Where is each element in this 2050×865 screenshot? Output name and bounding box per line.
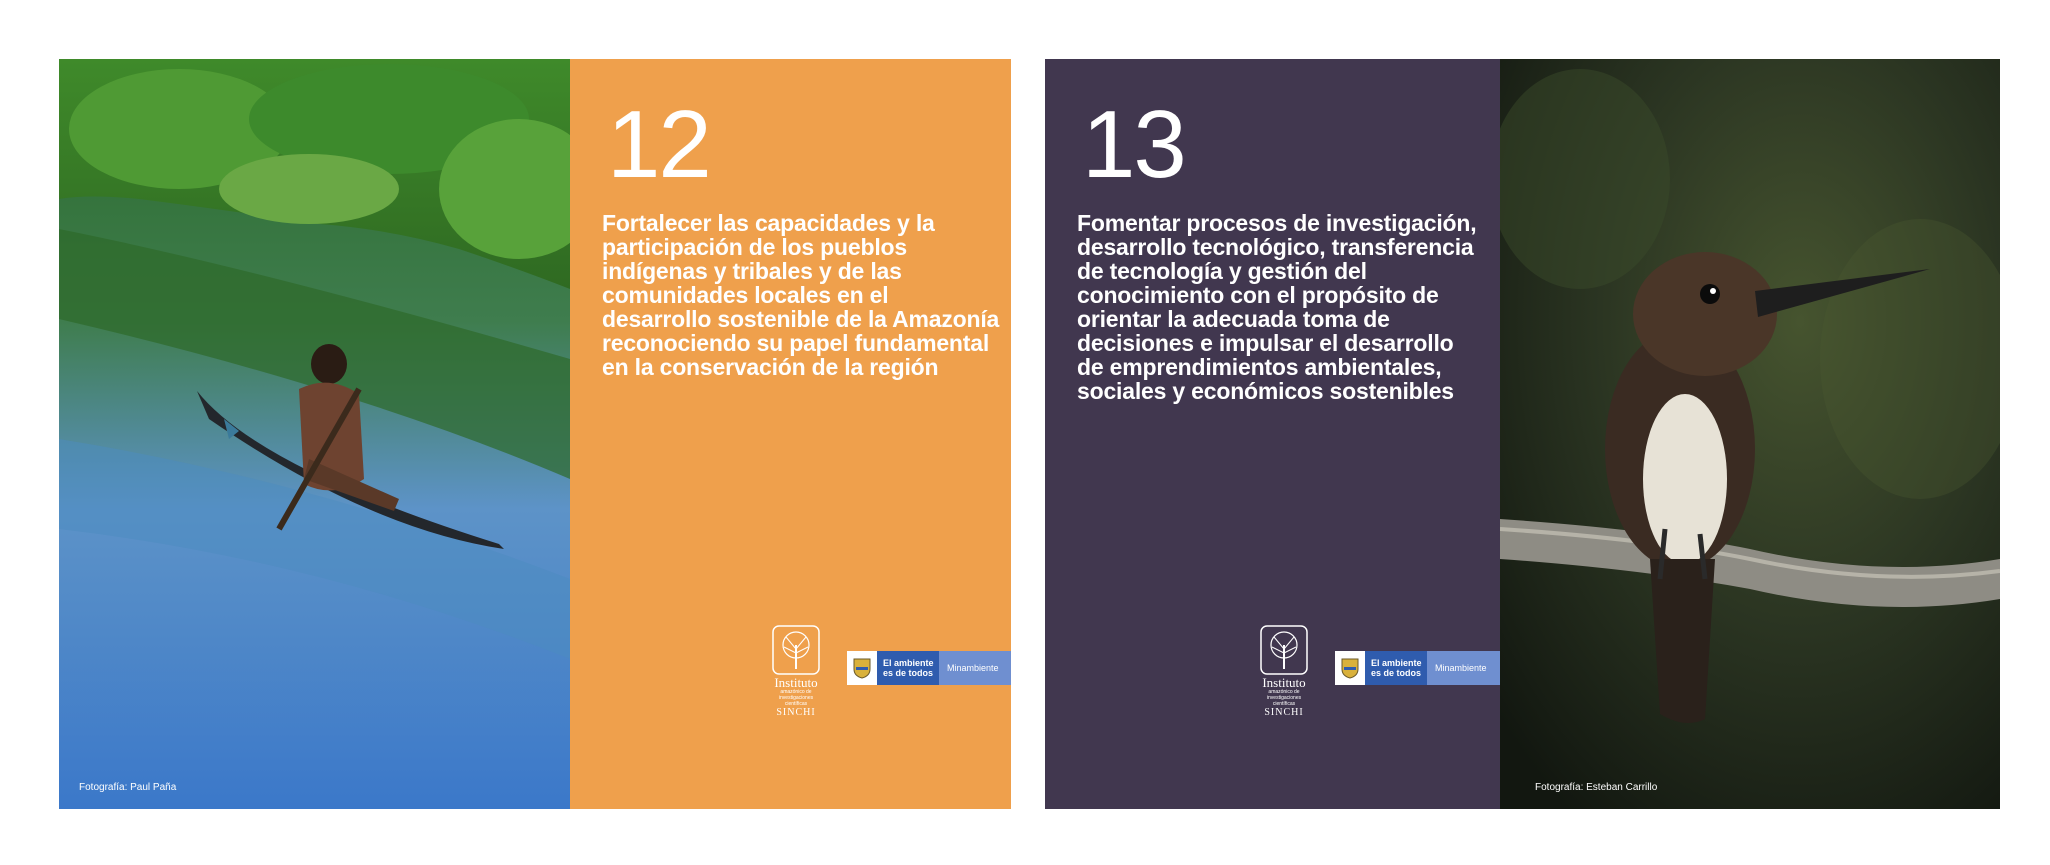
sinchi-logo: Instituto amazónico de investigaciones científicas SINCHI (770, 625, 822, 715)
goal-text: Fortalecer las capacidades y la participación de los pueblos indígenas y tribales y de las comunidades locales en el desarrollo sostenible de la Amazonía reconociendo su papel fundamental en la conservación de la región (602, 210, 1000, 380)
goal-number: 12 (607, 91, 710, 198)
spread-goal-12 (59, 59, 1011, 809)
tree-icon (772, 625, 820, 675)
colombia-shield-icon (847, 651, 877, 685)
goal-panel-12 (570, 59, 1011, 809)
sinchi-logo: Instituto amazónico de investigaciones científicas SINCHI (1258, 625, 1310, 715)
spread-goal-13 (1045, 59, 2000, 809)
minambiente-logo (847, 651, 1011, 685)
photo-credit: Fotografía: Esteban Carrillo (1535, 782, 1658, 793)
goal-number: 13 (1082, 91, 1185, 198)
minambiente-logo (1335, 651, 1500, 685)
kingfisher-bird-photo (1500, 59, 2000, 809)
goal-panel-13 (1045, 59, 1500, 809)
ministry-label: Minambiente (939, 651, 1011, 685)
ministry-label: Minambiente (1427, 651, 1500, 685)
river-canoe-illustration (59, 59, 570, 809)
kingfisher-illustration (1500, 59, 2000, 809)
photo-credit: Fotografía: Paul Paña (79, 782, 177, 793)
river-canoe-photo (59, 59, 570, 809)
gov-slogan: El ambiente es de todos (877, 651, 939, 685)
goal-text: Fomentar procesos de investigación, desarrollo tecnológico, transferencia de tecnología y gestión del conocimiento con el propósito de orientar la adecuada toma de decisiones e impulsar el desarrollo de emprendimientos ambientales, sociales y económicos sostenibles (1077, 210, 1477, 404)
tree-icon (1260, 625, 1308, 675)
gov-slogan: El ambiente es de todos (1365, 651, 1427, 685)
colombia-shield-icon (1335, 651, 1365, 685)
